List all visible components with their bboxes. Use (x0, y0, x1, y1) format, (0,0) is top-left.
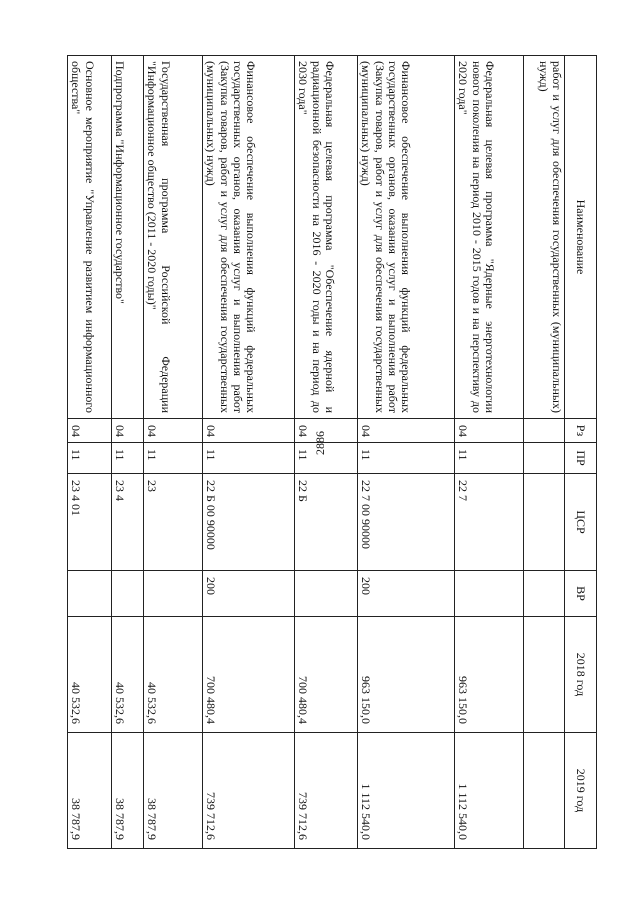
row-pr: 11 (455, 443, 524, 474)
row-2018: 700 480,4 (203, 617, 295, 733)
row-2019: 38 787,9 (144, 733, 203, 849)
row-2018: 40 532,6 (112, 617, 144, 733)
table-row (524, 56, 565, 849)
row-2019: 1 112 540,0 (455, 733, 524, 849)
row-csr: 23 4 01 (68, 474, 112, 571)
table-row (112, 56, 144, 849)
row-vr (112, 571, 144, 617)
row-2019: 1 112 540,0 (358, 733, 455, 849)
row-csr: 22 7 00 90000 (358, 474, 455, 571)
table-row (203, 56, 295, 849)
header-2018: 2018 год (565, 617, 597, 733)
row-rz: 04 (358, 419, 455, 443)
row-2019: 38 787,9 (112, 733, 144, 849)
row-name: Государственная программа Российской Федерации "Информационное общество (2011 - 2020 годы)" (144, 56, 203, 419)
row-rz: 04 (112, 419, 144, 443)
row-name: работ и услуг для обеспечения государственных (муниципальных) нужд) (524, 56, 565, 419)
table-row (358, 56, 455, 849)
row-2019 (524, 733, 565, 849)
row-pr (524, 443, 565, 474)
row-pr: 11 (68, 443, 112, 474)
header-2019: 2019 год (565, 733, 597, 849)
row-csr: 23 (144, 474, 203, 571)
table-row (295, 56, 358, 849)
row-2018 (524, 617, 565, 733)
row-name: Федеральная целевая программа "Обеспечение ядерной и радиационной безопасности на 2016 - 2020 годы и на период до 2030 года" (295, 56, 358, 419)
row-2019: 38 787,9 (68, 733, 112, 849)
row-rz: 04 (68, 419, 112, 443)
row-2018: 963 150,0 (358, 617, 455, 733)
row-csr: 23 4 (112, 474, 144, 571)
row-name: Основное мероприятие "Управление развитием информационного общества" (68, 56, 112, 419)
table-row (455, 56, 524, 849)
row-pr: 11 (295, 443, 358, 474)
row-pr: 11 (358, 443, 455, 474)
row-vr (524, 571, 565, 617)
header-vr: ВР (565, 571, 597, 617)
header-pr: ПР (565, 443, 597, 474)
row-vr (295, 571, 358, 617)
row-2018: 700 480,4 (295, 617, 358, 733)
row-vr: 200 (203, 571, 295, 617)
row-pr: 11 (112, 443, 144, 474)
header-name: Наименование (565, 56, 597, 419)
row-2019: 739 712,6 (203, 733, 295, 849)
row-csr (524, 474, 565, 571)
rotated-page (69, 55, 597, 848)
row-rz: 04 (295, 419, 358, 443)
row-rz: 04 (203, 419, 295, 443)
row-2018: 963 150,0 (455, 617, 524, 733)
row-csr: 22 Б 00 90000 (203, 474, 295, 571)
row-csr: 22 7 (455, 474, 524, 571)
header-csr: ЦСР (565, 474, 597, 571)
row-pr: 11 (144, 443, 203, 474)
header-rz: Рз (565, 419, 597, 443)
header-row (565, 56, 597, 849)
budget-table (67, 55, 597, 849)
row-2018: 40 532,6 (144, 617, 203, 733)
row-2018: 40 532,6 (68, 617, 112, 733)
row-rz: 04 (144, 419, 203, 443)
row-2019: 739 712,6 (295, 733, 358, 849)
row-vr: 200 (358, 571, 455, 617)
row-name: Федеральная целевая программа "Ядерные энерготехнологии нового поколения на период 2010 - 2015 годов и на перспективу до 2020 года" (455, 56, 524, 419)
row-pr: 11 (203, 443, 295, 474)
row-name: Подпрограмма "Информационное государство" (112, 56, 144, 419)
table-row (68, 56, 112, 849)
page-number: 2886 (313, 431, 327, 455)
row-rz: 04 (455, 419, 524, 443)
row-name: Финансовое обеспечение выполнения функций федеральных государственных органов, оказания услуг и выполнения работ (Закупка товаров, работ и услуг для обеспечения государственных (муниципальных) нужд) (203, 56, 295, 419)
row-csr: 22 Б (295, 474, 358, 571)
table-row (144, 56, 203, 849)
row-name: Финансовое обеспечение выполнения функций федеральных государственных органов, оказания услуг и выполнения работ (Закупка товаров, работ и услуг для обеспечения государственных (муниципальных) нужд) (358, 56, 455, 419)
row-vr (68, 571, 112, 617)
row-rz (524, 419, 565, 443)
row-vr (144, 571, 203, 617)
row-vr (455, 571, 524, 617)
